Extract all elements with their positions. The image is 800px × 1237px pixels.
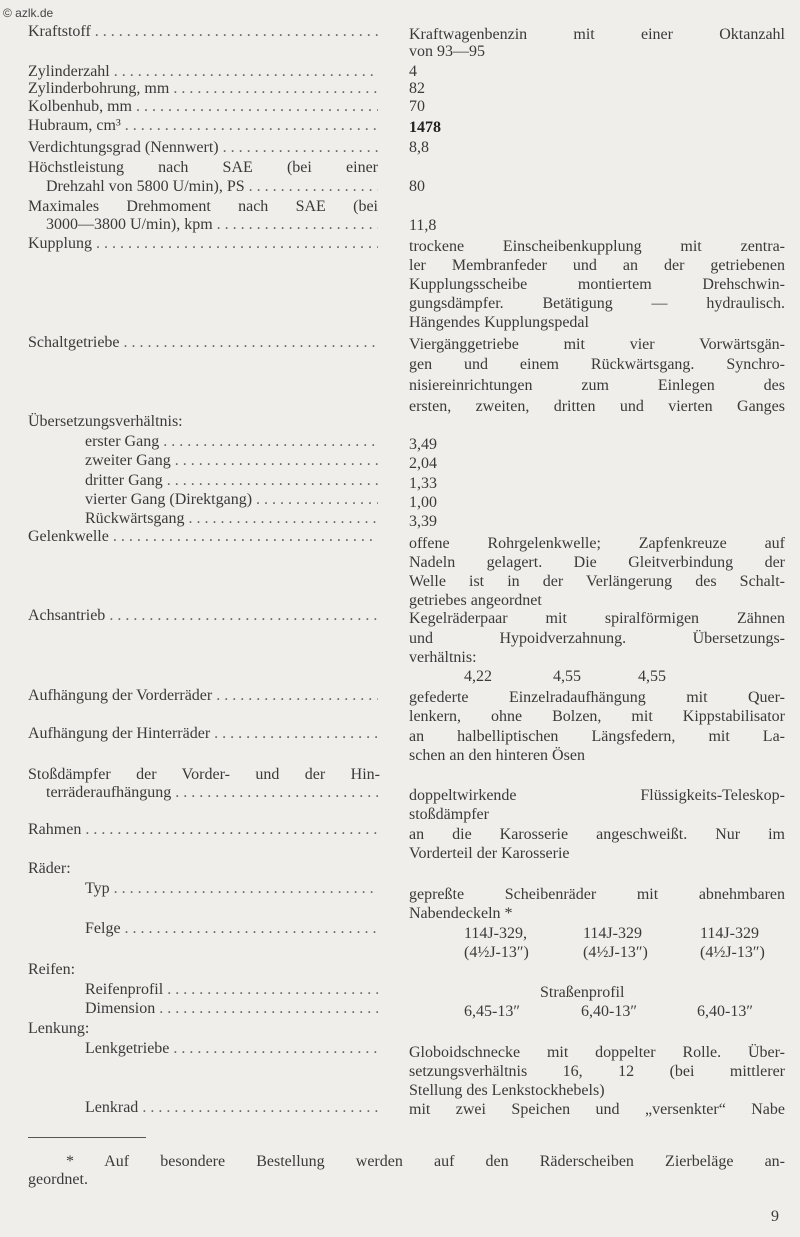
felge-col1-code: 114J-329,: [464, 925, 527, 942]
value-kupplung-4: gungsdämpfer. Betätigung — hydraulisch.: [409, 295, 785, 312]
value-rueckwaertsgang: 3,39: [409, 513, 437, 530]
label-lenkgetriebe: Lenkgetriebe . . .: [85, 1040, 378, 1057]
value-stossdaempfer-2: stoßdämpfer: [409, 806, 489, 823]
value-kupplung-1: trockene Einscheibenkupplung mit zentra-: [409, 238, 785, 255]
value-raeder-typ-2: Nabendeckeln *: [409, 905, 513, 922]
value-lenkgetriebe-3: Stellung des Lenkstockhebels): [409, 1082, 605, 1099]
value-kraftstoff-1: Kraftwagenbenzin mit einer Oktanzahl: [409, 26, 785, 43]
label-dritter-gang: dritter Gang . . .: [85, 472, 378, 489]
label-rahmen: Rahmen . . .: [28, 821, 378, 838]
label-zweiter-gang: zweiter Gang . . .: [85, 452, 378, 469]
value-kolbenhub: 70: [409, 98, 425, 115]
felge-col1-size: (4½J-13″): [464, 944, 529, 961]
footnote-line-1: * Auf besondere Bestellung werden auf den Räderscheiben Zierbeläge an-: [66, 1153, 785, 1170]
value-reifenprofil: Straßenprofil: [540, 984, 625, 1001]
value-zweiter-gang: 2,04: [409, 455, 437, 472]
value-aufhaengung-vorderraeder-1: gefederte Einzelradaufhängung mit Quer-: [409, 689, 785, 706]
label-aufhaengung-hinterraeder: Aufhängung der Hinterräder . . .: [28, 725, 378, 742]
label-hubraum: Hubraum, cm³ . . .: [28, 117, 378, 134]
label-zylinderzahl: Zylinderzahl . . .: [28, 63, 378, 80]
value-stossdaempfer-1: doppeltwirkende Flüssigkeits-Teleskop-: [409, 787, 785, 804]
value-achsantrieb-2: und Hypoidverzahnung. Übersetzungs-: [409, 630, 785, 647]
label-erster-gang: erster Gang . . .: [85, 433, 378, 450]
achsantrieb-ratio-3: 4,55: [638, 668, 666, 685]
value-raeder-typ-1: gepreßte Scheibenräder mit abnehmbaren: [409, 886, 785, 903]
label-aufhaengung-vorderraeder: Aufhängung der Vorderräder . . .: [28, 687, 378, 704]
footnote-line-2: geordnet.: [28, 1171, 88, 1188]
value-schaltgetriebe-2: gen und einem Rückwärtsgang. Synchro-: [409, 356, 785, 373]
label-lenkung: Lenkung:: [28, 1020, 90, 1037]
footnote-rule: [28, 1137, 146, 1138]
value-drehmoment: 11,8: [409, 217, 437, 234]
value-lenkrad: mit zwei Speichen und „versenkter“ Nabe: [409, 1101, 785, 1118]
label-reifen-dimension: Dimension . . .: [85, 1000, 378, 1017]
felge-col3-size: (4½J-13″): [700, 944, 765, 961]
value-vierter-gang: 1,00: [409, 494, 437, 511]
value-lenkgetriebe-1: Globoidschnecke mit doppelter Rolle. Über-: [409, 1044, 785, 1061]
value-schaltgetriebe-4: ersten, zweiten, dritten und vierten Ganges: [409, 398, 785, 415]
value-aufhaengung-hinterraeder-1: an halbelliptischen Längsfedern, mit La-: [409, 728, 785, 745]
value-kupplung-5: Hängendes Kupplungspedal: [409, 314, 589, 331]
value-schaltgetriebe-3: nisiereinrichtungen zum Einlegen des: [409, 377, 785, 394]
reifen-dimension-2: 6,40-13″: [581, 1003, 637, 1020]
value-achsantrieb-3: verhältnis:: [409, 649, 477, 666]
value-hubraum: 1478: [409, 119, 441, 136]
label-reifen: Reifen:: [28, 961, 76, 978]
value-aufhaengung-vorderraeder-2: lenkern, ohne Bolzen, mit Kippstabilisator: [409, 708, 785, 725]
label-drehmoment-1: Maximales Drehmoment nach SAE (bei: [28, 198, 378, 215]
value-gelenkwelle-2: Nadeln gelagert. Die Gleitverbindung der: [409, 554, 785, 571]
label-lenkrad: Lenkrad . . .: [85, 1099, 378, 1116]
label-kraftstoff: Kraftstoff . . .: [28, 23, 378, 40]
label-raeder: Räder:: [28, 860, 71, 877]
label-schaltgetriebe: Schaltgetriebe . . .: [28, 334, 378, 351]
label-stossdaempfer-2: terräderaufhängung . . .: [46, 784, 378, 801]
value-gelenkwelle-4: getriebes angeordnet: [409, 592, 542, 609]
achsantrieb-ratio-2: 4,55: [553, 668, 581, 685]
watermark: © azlk.de: [3, 6, 54, 20]
felge-col2-size: (4½J-13″): [583, 944, 648, 961]
label-drehmoment-2: 3000—3800 U/min), kpm . . .: [46, 216, 378, 233]
label-zylinderbohrung: Zylinderbohrung, mm . . .: [28, 80, 378, 97]
label-kupplung: Kupplung . . .: [28, 235, 378, 252]
felge-col3-code: 114J-329: [700, 925, 759, 942]
page-number: 9: [771, 1208, 779, 1225]
value-kupplung-2: ler Membranfeder und an der getriebenen: [409, 257, 785, 274]
reifen-dimension-1: 6,45-13″: [464, 1003, 520, 1020]
label-hoechstleistung-2: Drehzahl von 5800 U/min), PS . . .: [46, 178, 378, 195]
value-hoechstleistung: 80: [409, 178, 425, 195]
label-kolbenhub: Kolbenhub, mm . . .: [28, 98, 378, 115]
value-zylinderzahl: 4: [409, 63, 417, 80]
value-schaltgetriebe-1: Viergänggetriebe mit vier Vorwärtsgän-: [409, 336, 785, 353]
value-rahmen-1: an die Karosserie angeschweißt. Nur im: [409, 826, 785, 843]
reifen-dimension-3: 6,40-13″: [697, 1003, 753, 1020]
value-aufhaengung-hinterraeder-2: schen an den hinteren Ösen: [409, 747, 585, 764]
value-achsantrieb-1: Kegelräderpaar mit spiralförmigen Zähnen: [409, 610, 785, 627]
label-rueckwaertsgang: Rückwärtsgang . . .: [85, 510, 378, 527]
value-lenkgetriebe-2: setzungsverhältnis 16, 12 (bei mittlerer: [409, 1063, 785, 1080]
value-gelenkwelle-3: Welle ist in der Verlängerung des Schalt-: [409, 573, 785, 590]
value-zylinderbohrung: 82: [409, 80, 425, 97]
label-uebersetzungsverhaeltnis: Übersetzungsverhältnis:: [28, 413, 183, 430]
label-vierter-gang: vierter Gang (Direktgang) . . .: [85, 491, 378, 508]
value-verdichtungsgrad: 8,8: [409, 139, 429, 156]
value-gelenkwelle-1: offene Rohrgelenkwelle; Zapfenkreuze auf: [409, 535, 785, 552]
value-kupplung-3: Kupplungsscheibe montiertem Drehschwin-: [409, 276, 785, 293]
label-raeder-felge: Felge . . .: [85, 920, 378, 937]
label-verdichtungsgrad: Verdichtungsgrad (Nennwert) . . .: [28, 139, 378, 156]
value-rahmen-2: Vorderteil der Karosserie: [409, 845, 570, 862]
value-kraftstoff-2: von 93—95: [409, 43, 485, 60]
felge-col2-code: 114J-329: [583, 925, 642, 942]
label-stossdaempfer-1: Stoßdämpfer der Vorder- und der Hin-: [28, 766, 380, 783]
achsantrieb-ratio-1: 4,22: [464, 668, 492, 685]
value-dritter-gang: 1,33: [409, 475, 437, 492]
value-erster-gang: 3,49: [409, 436, 437, 453]
label-gelenkwelle: Gelenkwelle . . .: [28, 528, 378, 545]
label-achsantrieb: Achsantrieb . . .: [28, 607, 378, 624]
label-reifenprofil: Reifenprofil . . .: [85, 981, 378, 998]
label-hoechstleistung-1: Höchstleistung nach SAE (bei einer: [28, 159, 378, 176]
label-raeder-typ: Typ . . .: [85, 880, 378, 897]
